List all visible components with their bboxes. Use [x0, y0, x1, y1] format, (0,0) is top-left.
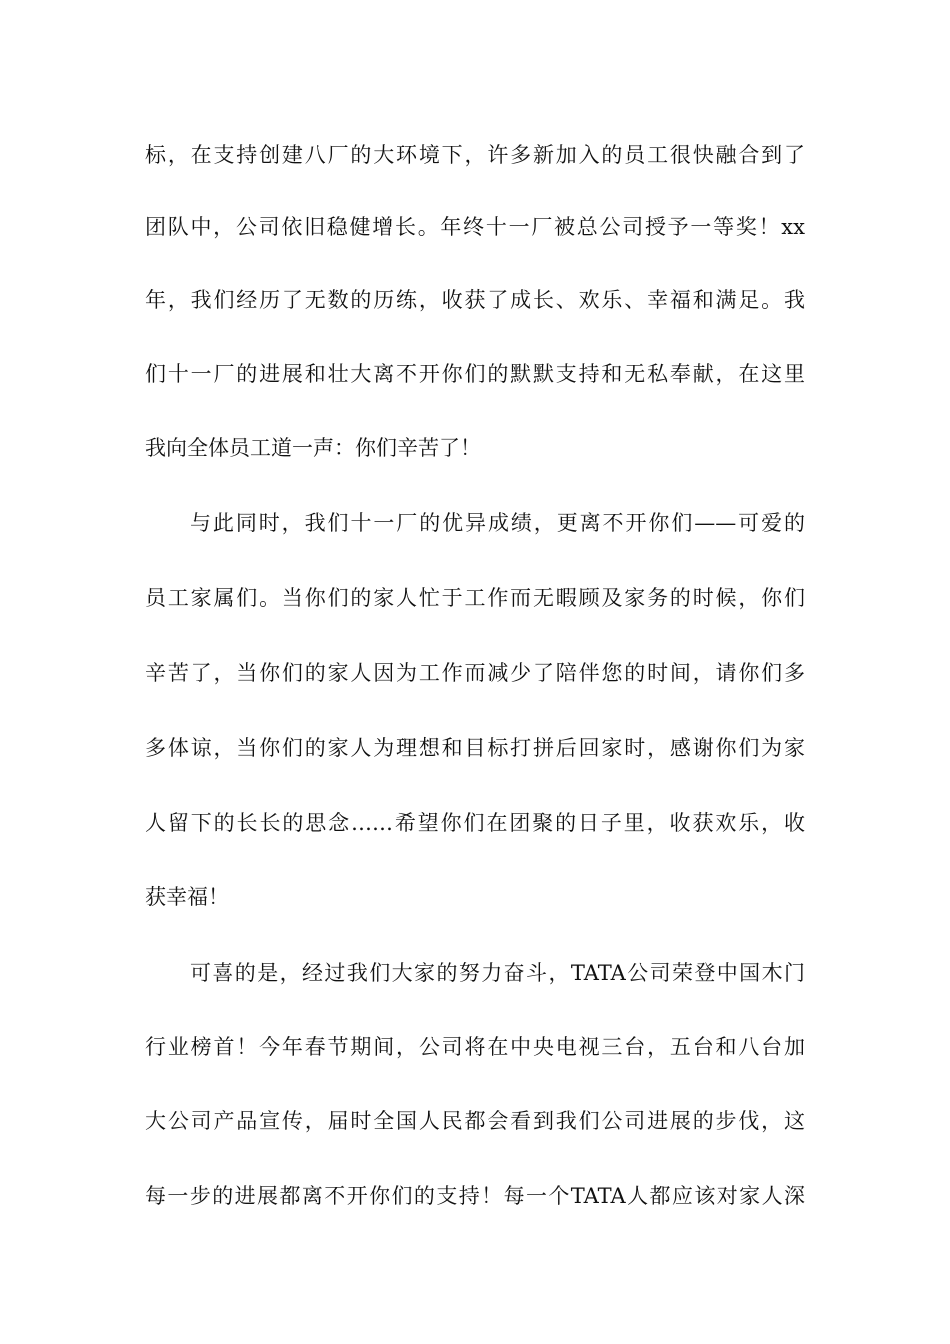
- text-line: 标，在支持创建八厂的大环境下，许多新加入的员工很快融合到了: [145, 143, 805, 167]
- text-line: 大公司产品宣传，届时全国人民都会看到我们公司进展的步伐，这: [145, 1109, 805, 1133]
- text-line: 获幸福！: [145, 885, 229, 909]
- text-line: 行业榜首！今年春节期间，公司将在中央电视三台，五台和八台加: [145, 1035, 805, 1059]
- text-line: 多体谅，当你们的家人为理想和目标打拼后回家时，感谢你们为家: [145, 736, 805, 760]
- text-line: 辛苦了，当你们的家人因为工作而减少了陪伴您的时间，请你们多: [145, 661, 805, 685]
- text-line: 每一步的进展都离不开你们的支持！每一个TATA人都应该对家人深: [145, 1184, 805, 1208]
- paragraph-first-line: 与此同时，我们十一厂的优异成绩，更离不开你们——可爱的: [190, 511, 805, 535]
- text-line: 们十一厂的进展和壮大离不开你们的默默支持和无私奉献，在这里: [145, 362, 805, 386]
- text-line: 我向全体员工道一声：你们辛苦了！: [145, 436, 481, 460]
- text-line: 员工家属们。当你们的家人忙于工作而无暇顾及家务的时候，你们: [145, 586, 805, 610]
- text-line: 团队中，公司依旧稳健增长。年终十一厂被总公司授予一等奖！xx: [145, 215, 805, 239]
- text-line: 人留下的长长的思念……希望你们在团聚的日子里，收获欢乐，收: [145, 811, 805, 835]
- text-line: 年，我们经历了无数的历练，收获了成长、欢乐、幸福和满足。我: [145, 288, 805, 312]
- paragraph-first-line: 可喜的是，经过我们大家的努力奋斗，TATA公司荣登中国木门: [190, 961, 805, 985]
